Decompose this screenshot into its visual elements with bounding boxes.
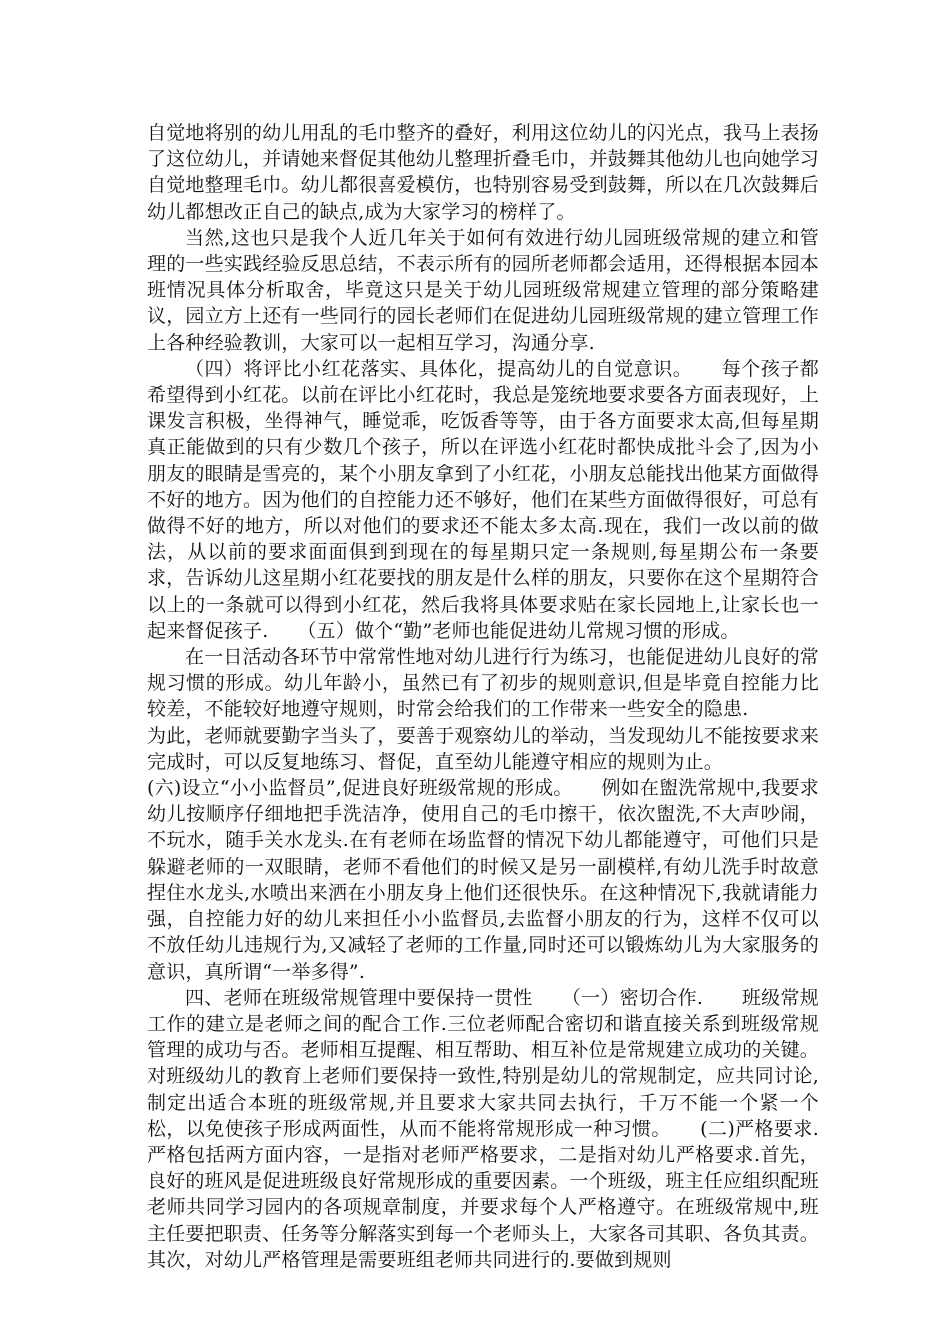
paragraph-3: （四）将评比小红花落实、具体化，提高幼儿的自觉意识。 每个孩子都希望得到小红花。以前在评比小红花时，我总是笼统地要求要各方面表现好，上课发言积极，坐得神气，睡觉乖，吃饭香等等，由于各方面要求太高,但每星期真正能做到的只有少数几个孩子，所以在评选小红花时都快成批斗会了,因为小朋友的眼睛是雪亮的，某个小朋友拿到了小红花，小朋友总能找出他某方面做得不好的地方。因为他们的自控能力还不够好，他们在某些方面做得很好，可总有做得不好的地方，所以对他们的要求还不能太多太高.现在，我们一改以前的做法，从以前的要求面面俱到到现在的每星期只定一条规则,每星期公布一条要求，告诉幼儿这星期小红花要找的朋友是什么样的朋友，只要你在这个星期符合以上的一条就可以得到小红花，然后我将具体要求贴在家长园地上,让家长也一起来督促孩子. （五）做个“勤”老师也能促进幼儿常规习惯的形成。 — [147, 357, 820, 642]
paragraph-5: 为此，老师就要勤字当头了，要善于观察幼儿的举动，当发现幼儿不能按要求来完成时，可以反复地练习、督促，直至幼儿能遵守相应的规则为止。 — [147, 724, 820, 773]
paragraph-2: 当然,这也只是我个人近几年关于如何有效进行幼儿园班级常规的建立和管理的一些实践经验反思总结，不表示所有的园所老师都会适用，还得根据本园本班情况具体分析取舍，毕竟这只是关于幼儿园班级常规建立管理的部分策略建议，园立方上还有一些同行的园长老师们在促进幼儿园班级常规的建立管理工作上各种经验教训，大家可以一起相互学习，沟通分享. — [147, 226, 820, 354]
paragraph-4: 在一日活动各环节中常常性地对幼儿进行行为练习，也能促进幼儿良好的常规习惯的形成。幼儿年龄小，虽然已有了初步的规则意识,但是毕竟自控能力比较差，不能较好地遵守规则，时常会给我们的工作带来一些安全的隐患. — [147, 646, 819, 721]
paragraph-7: 四、老师在班级常规管理中要保持一贯性 （一）密切合作. 班级常规工作的建立是老师之间的配合工作.三位老师配合密切和谐直接关系到班级常规管理的成功与否。老师相互提醒、相互帮助、相互补位是常规建立成功的关键。对班级幼儿的教育上老师们要保持一致性,特别是幼儿的常规制定，应共同讨论,制定出适合本班的班级常规,并且要求大家共同去执行，千万不能一个紧一个松，以免使孩子形成两面性，从而不能将常规形成一种习惯。 (二)严格要求. 严格包括两方面内容，一是指对老师严格要求，二是指对幼儿严格要求.首先，良好的班风是促进班级良好常规形成的重要因素。一个班级，班主任应组织配班老师共同学习园内的各项规章制度，并要求每个人严格遵守。在班级常规中,班主任要把职责、任务等分解落实到每一个老师头上，大家各司其职、各负其责。其次，对幼儿严格管理是需要班组老师共同进行的.要做到规则 — [147, 986, 858, 1271]
paragraph-6: (六)设立“小小监督员”,促进良好班级常规的形成。 例如在盥洗常规中,我要求幼儿按顺序仔细地把手洗洁净，使用自己的毛巾擦干，依次盥洗,不大声吵闹，不玩水，随手关水龙头.在有老师在场监督的情况下幼儿都能遵守，可他们只是躲避老师的一双眼睛，老师不看他们的时候又是另一副模样,有幼儿洗手时故意捏住水龙头,水喷出来洒在小朋友身上他们还很快乐。在这种情况下,我就请能力强，自控能力好的幼儿来担任小小监督员,去监督小朋友的行为，这样不仅可以不放任幼儿违规行为,又减轻了老师的工作量,同时还可以锻炼幼儿为大家服务的意识，真所谓“一举多得”. — [147, 777, 819, 983]
paragraph-1: 自觉地将别的幼儿用乱的毛巾整齐的叠好，利用这位幼儿的闪光点，我马上表扬了这位幼儿，并请她来督促其他幼儿整理折叠毛巾，并鼓舞其他幼儿也向她学习自觉地整理毛巾。幼儿都很喜爱模仿，也特别容易受到鼓舞，所以在几次鼓舞后幼儿都想改正自己的缺点,成为大家学习的榜样了。 — [147, 122, 820, 223]
document-body — [147, 120, 858, 1273]
